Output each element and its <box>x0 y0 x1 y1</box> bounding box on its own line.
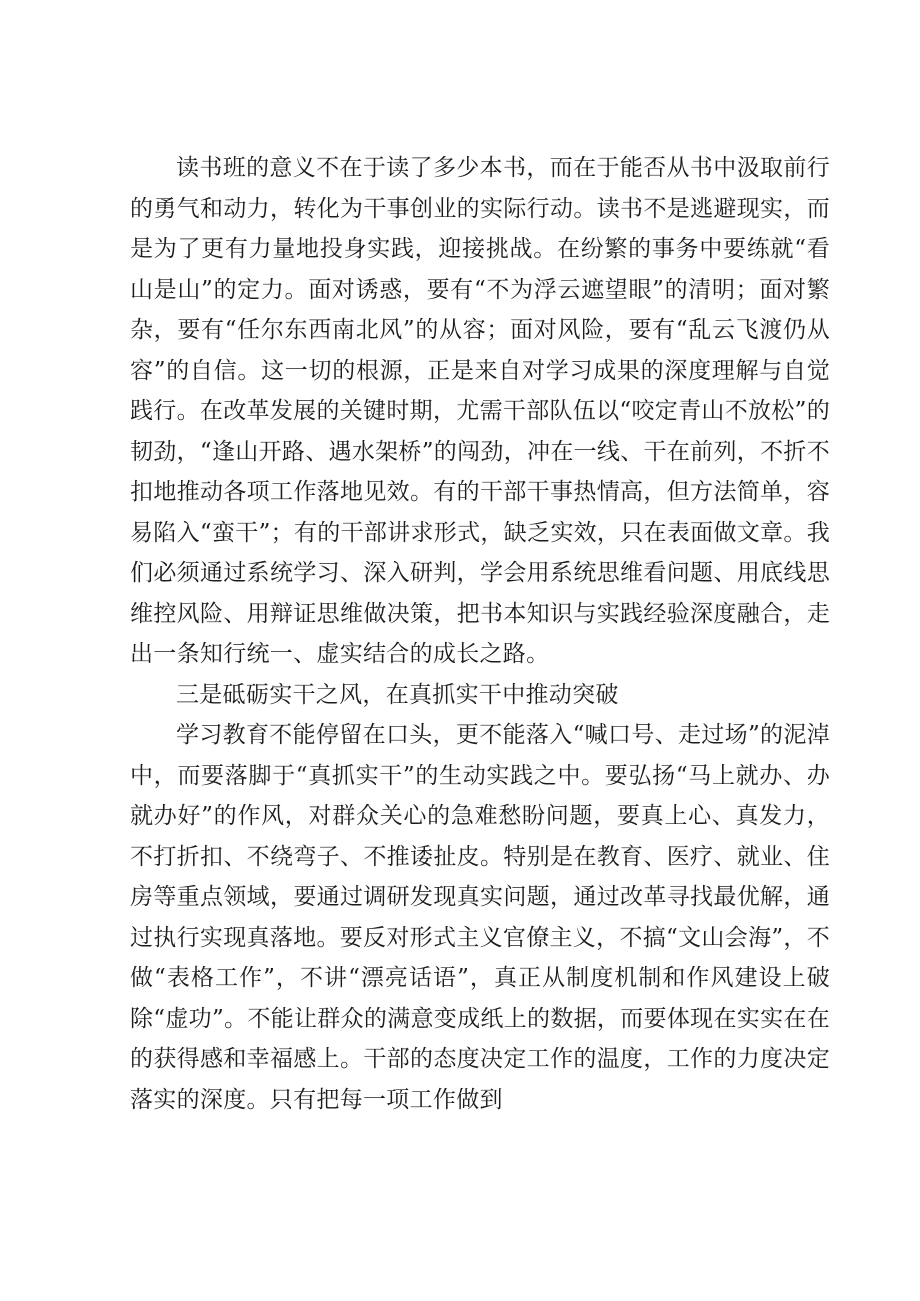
section-heading-three: 三是砥砺实干之风，在真抓实干中推动突破 <box>176 681 619 708</box>
document-body <box>130 148 830 1120</box>
paragraph-practical-work: 学习教育不能停留在口头，更不能落入“喊口号、走过场”的泥淖中，而要落脚于“真抓实干”的生动实践之中。要弘扬“马上就办、办就办好”的作风，对群众关心的急难愁盼问题，要真上心、真发力，不打折扣、不绕弯子、不推诿扯皮。特别是在教育、医疗、就业、住房等重点领域，要通过调研发现真实问题，通过改革寻找最优解，通过执行实现真落地。要反对形式主义官僚主义，不搞“文山会海”，不做“表格工作”，不讲“漂亮话语”，真正从制度机制和作风建设上破除“虚功”。不能让群众的满意变成纸上的数据，而要体现在实实在在的获得感和幸福感上。干部的态度决定工作的温度，工作的力度决定落实的深度。只有把每一项工作做到 <box>130 722 830 1113</box>
paragraph-reading-class: 读书班的意义不在于读了多少本书，而在于能否从书中汲取前行的勇气和动力，转化为干事创业的实际行动。读书不是逃避现实，而是为了更有力量地投身实践，迎接挑战。在纷繁的事务中要练就“看山是山”的定力。面对诱惑，要有“不为浮云遮望眼”的清明；面对繁杂，要有“任尔东西南北风”的从容；面对风险，要有“乱云飞渡仍从容”的自信。这一切的根源，正是来自对学习成果的深度理解与自觉践行。在改革发展的关键时期，尤需干部队伍以“咬定青山不放松”的韧劲，“逢山开路、遇水架桥”的闯劲，冲在一线、干在前列，不折不扣地推动各项工作落地见效。有的干部干事热情高，但方法简单，容易陷入“蛮干”；有的干部讲求形式，缺乏实效，只在表面做文章。我们必须通过系统学习、深入研判，学会用系统思维看问题、用底线思维控风险、用辩证思维做决策，把书本知识与实践经验深度融合，走出一条知行统一、虚实结合的成长之路。 <box>130 155 830 667</box>
